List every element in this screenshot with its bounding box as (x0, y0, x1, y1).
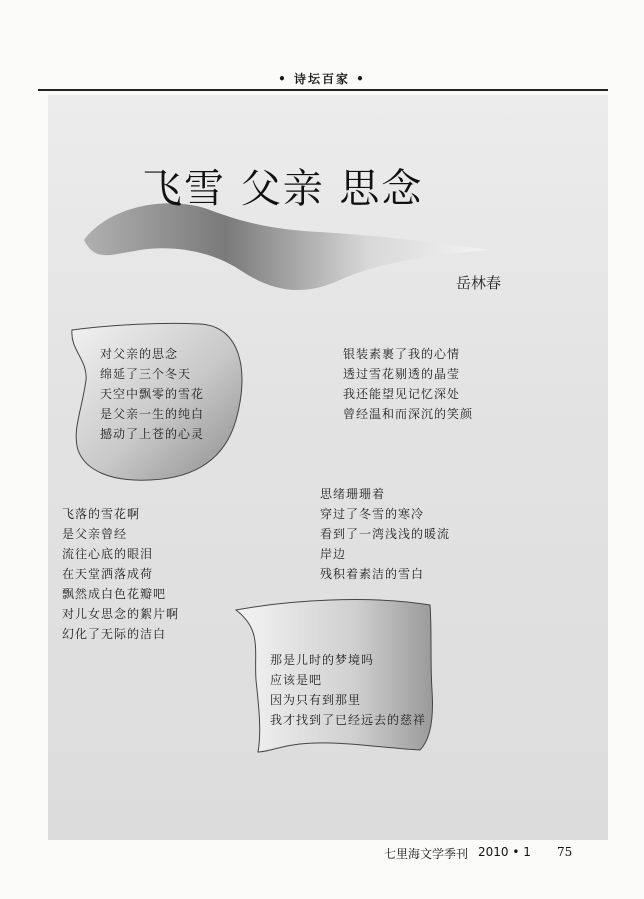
poem-stanza-4: 思绪珊珊着 穿过了冬雪的寒冷 看到了一湾浅浅的暖流 岸边 残积着素洁的雪白 (320, 487, 451, 581)
section-label: • 诗坛百家 • (278, 72, 366, 86)
poem-stanza-3: 飞落的雪花啊 是父亲曾经 流往心底的眼泪 在天堂洒落成荷 飘然成白色花瓣吧 对儿女思念的絮片啊 幻化了无际的洁白 (62, 507, 180, 641)
title-swoosh (84, 203, 490, 290)
journal-issue: 2010 • 1 (478, 845, 531, 859)
poem-stanza-2: 银装素裹了我的心情 透过雪花剔透的晶莹 我还能望见记忆深处 曾经温和而深沉的笑颜 (343, 347, 474, 421)
poem-stanza-1: 对父亲的思念 绵延了三个冬天 天空中飘零的雪花 是父亲一生的纯白 撼动了上苍的心灵 (100, 347, 205, 441)
page-number: 75 (557, 845, 573, 859)
article-author: 岳林春 (456, 274, 502, 292)
journal-name: 七里海文学季刊 (384, 847, 469, 861)
poem-stanza-5: 那是儿时的梦境吗 应该是吧 因为只有到那里 我才找到了已经远去的慈祥 (270, 653, 427, 727)
article-title: 飞雪 父亲 思念 (142, 166, 424, 212)
